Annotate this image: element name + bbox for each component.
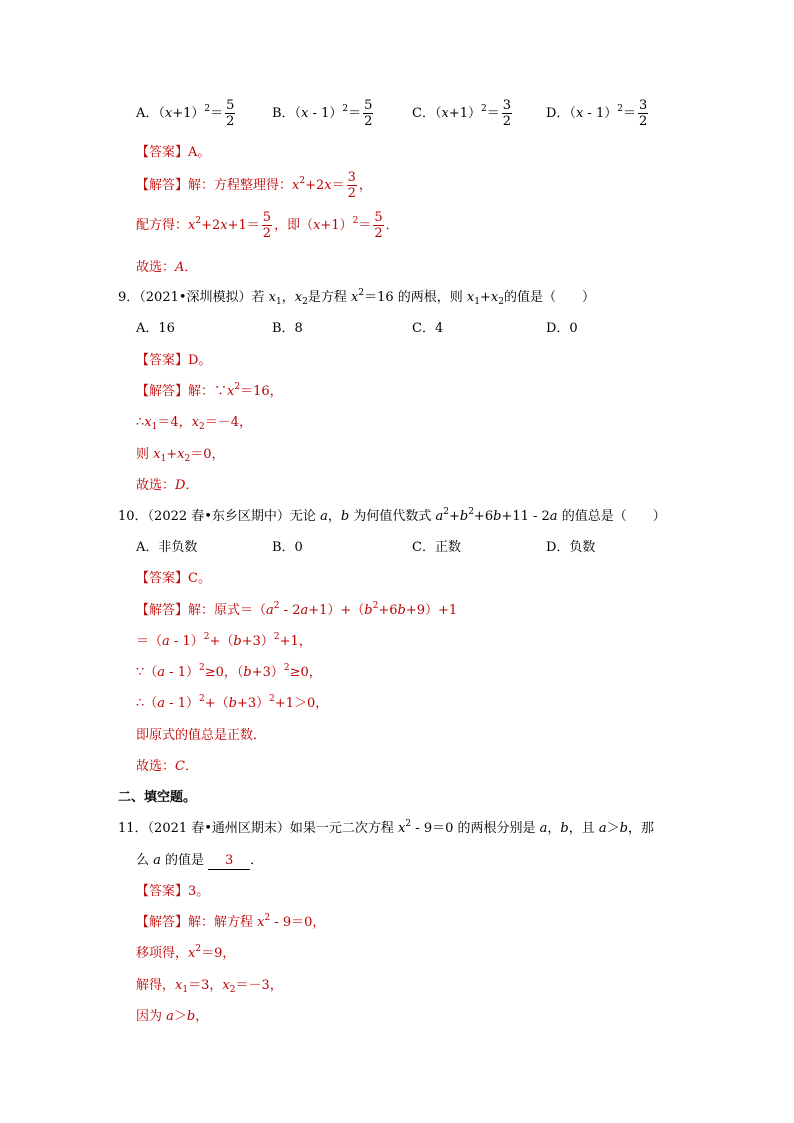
q8-analysis-line2: 配方得：$x^2+2x+1=$ $\frac{5}{2}$ ，即$(x+1)^2=$ $\frac{5}{2}$ ． bbox=[136, 210, 399, 241]
q10-analysis-line5: 即原式的值总是正数． bbox=[136, 728, 267, 743]
q10-analysis-line3: ∵（a - 1）$^2$≥0，$(b+3)^2\ge 0$， bbox=[136, 663, 322, 680]
q10-choose: 故选：C． bbox=[136, 759, 198, 774]
q11-stem: 11．（2021 春•通州区期末）如果一元二次方程 $x^2 - 9=0$ 的两根分别是 a，b，且 a＞b，那 bbox=[118, 819, 654, 836]
q11-analysis-line3: 解得，$x_1=3$，$x_2=-3$， bbox=[136, 978, 283, 995]
q11-stem-line2: 么 a 的值是 3 ． bbox=[136, 853, 264, 868]
q11-analysis-line1: 【解答】解：解方程 $x^2 - 9=0$， bbox=[136, 913, 326, 930]
q9-option-b: B．8 bbox=[272, 321, 303, 336]
q9-option-c: C．4 bbox=[412, 321, 444, 336]
q8-choose: 故选：A． bbox=[136, 260, 198, 275]
q8-option-a: A．$(x+1)^2=$ $\frac{5}{2}$ bbox=[136, 98, 235, 129]
q9-analysis-line2: $\therefore x_1=4$，$x_2=-4$， bbox=[136, 415, 252, 432]
q10-option-b: B．0 bbox=[272, 540, 303, 555]
q8-answer: 【答案】A。 bbox=[136, 145, 211, 160]
q10-option-a: A．非负数 bbox=[136, 540, 198, 555]
q8-analysis-line1: 【解答】解：方程整理得：$x^2+2x=$ $\frac{3}{2}$ ， bbox=[136, 170, 372, 201]
q9-choose: 故选：D． bbox=[136, 478, 199, 493]
q9-option-a: A．16 bbox=[136, 321, 175, 336]
q10-analysis-line2: $=(a - 1)^2+(b+3)^2+1$， bbox=[136, 632, 312, 649]
q8-option-c: C．$(x+1)^2=$ $\frac{3}{2}$ bbox=[412, 98, 511, 129]
q10-option-d: D．负数 bbox=[546, 540, 596, 555]
q11-answer: 【答案】3。 bbox=[136, 884, 210, 899]
q11-analysis-line2: 移项得，$x^2=9$， bbox=[136, 944, 236, 961]
q9-answer: 【答案】D。 bbox=[136, 353, 212, 368]
section-heading: 二、填空题。 bbox=[118, 790, 197, 805]
q10-analysis-line1: 【解答】解：原式$=(a^2 - 2a+1)+(b^2+6b+9)+1$ bbox=[136, 601, 458, 618]
q8-option-b: B．（x - 1）$^2$＝ $\frac{5}{2}$ bbox=[272, 98, 373, 129]
q11-blank: 3 bbox=[208, 853, 250, 870]
q10-analysis-line4: ∴（a - $1)^2+(b+3)^2+1>0$， bbox=[136, 694, 329, 711]
q9-stem: 9．（2021•深圳模拟）若 $x_1$，$x_2$是方程 $x^2=16$ 的两根，则 $x_1+x_2$的值是（ ） bbox=[118, 288, 595, 307]
q11-analysis-line4: 因为 a＞b， bbox=[136, 1009, 209, 1024]
q8-option-d: D．（x - 1）$^2$＝ $\frac{3}{2}$ bbox=[546, 98, 648, 129]
q10-option-c: C．正数 bbox=[412, 540, 461, 555]
q9-option-d: D．0 bbox=[546, 321, 578, 336]
q10-stem: 10．（2022 春•东乡区期中）无论 a，b 为何值代数式 $a^2+b^2+6b+11 - 2a$ 的值总是（ ） bbox=[118, 507, 666, 524]
q9-analysis-line3: 则 $x_1+x_2=0$， bbox=[136, 447, 225, 464]
q9-analysis-line1: 【解答】解：$\because x^2=16$， bbox=[136, 382, 283, 399]
q10-answer: 【答案】C。 bbox=[136, 571, 211, 586]
